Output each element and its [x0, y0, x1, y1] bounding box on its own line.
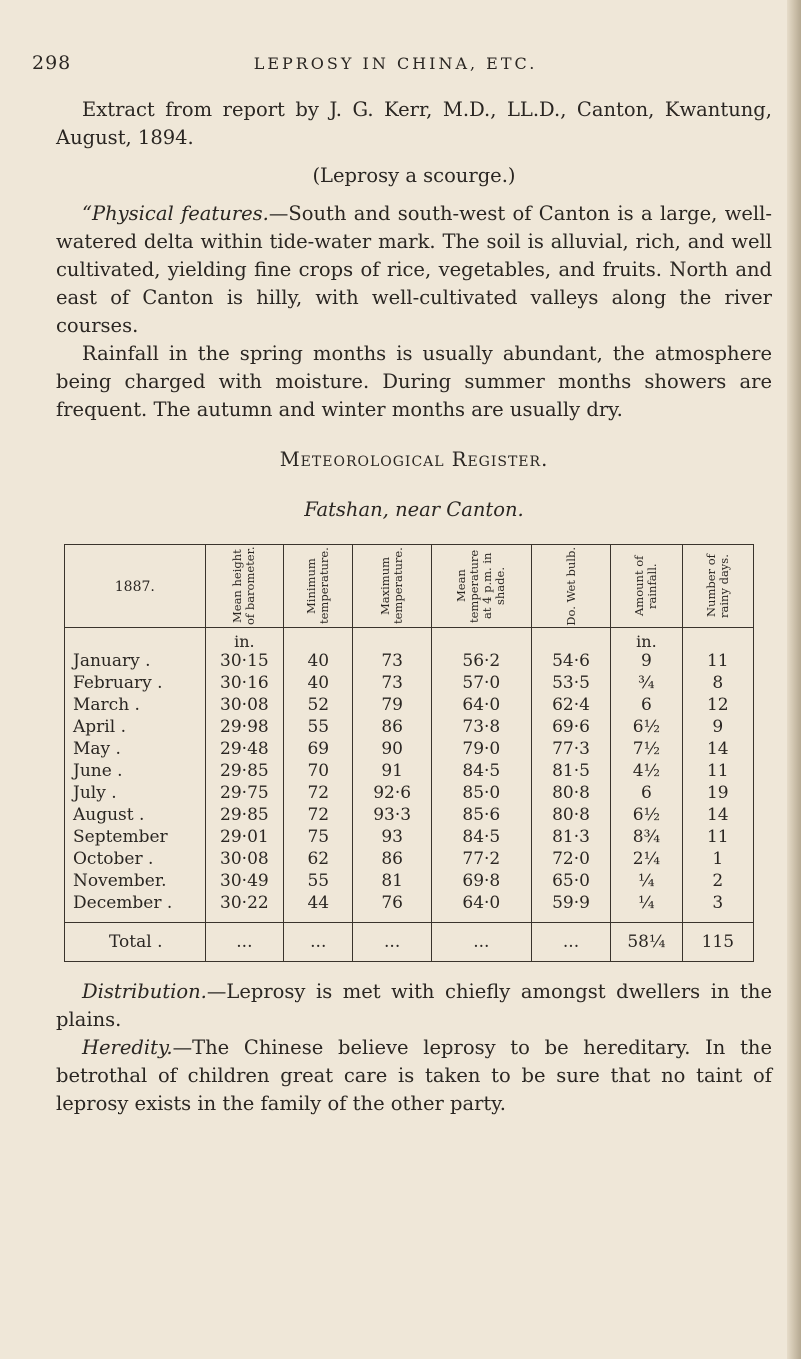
rainy-days-cell: 1	[682, 848, 753, 870]
barometer-cell: 29·98	[205, 716, 283, 738]
rainfall-cell: 6	[611, 694, 682, 716]
mean-temp-cell: 64·0	[431, 892, 531, 923]
max-temp-cell: 76	[353, 892, 431, 923]
month-cell: October .	[65, 848, 206, 870]
wet-bulb-cell: 81·5	[531, 760, 611, 782]
min-temp-cell: 62	[284, 848, 353, 870]
table-row	[65, 672, 754, 694]
meteorological-table	[64, 544, 754, 962]
mean-temp-cell: 77·2	[431, 848, 531, 870]
month-cell: August .	[65, 804, 206, 826]
barometer-cell: 30·08	[205, 848, 283, 870]
register-title: Meteorological Register.	[279, 448, 549, 471]
barometer-cell: 30·16	[205, 672, 283, 694]
wet-bulb-cell: 80·8	[531, 804, 611, 826]
barometer-cell: 30·49	[205, 870, 283, 892]
barometer-cell: 30·08	[205, 694, 283, 716]
heredity-heading: Heredity.	[82, 1036, 173, 1059]
wet-bulb-cell: 80·8	[531, 782, 611, 804]
rainy-days-cell: 11	[682, 760, 753, 782]
header-min-temp: Minimum temperature.	[284, 545, 353, 628]
rainy-days-cell: 3	[682, 892, 753, 923]
month-cell: July .	[65, 782, 206, 804]
wet-bulb-cell: 72·0	[531, 848, 611, 870]
mean-temp-cell: 84·5	[431, 826, 531, 848]
month-cell: December .	[65, 892, 206, 923]
month-cell: April .	[65, 716, 206, 738]
max-temp-cell: 86	[353, 848, 431, 870]
min-temp-cell: 40	[284, 672, 353, 694]
year-header: 1887.	[65, 545, 206, 628]
min-temp-cell: 55	[284, 870, 353, 892]
barometer-cell: 29·48	[205, 738, 283, 760]
physical-features-text: —South and south-west of Canton is a large, well-watered delta within tide-water mark. The soil is alluvial, rich, and well cultivated, yielding fine crops of rice, vegetables, and fruits. North and east of Canton is hilly, with well-cultivated valleys along the river courses.	[56, 202, 772, 337]
rainy-days-cell: 19	[682, 782, 753, 804]
mean-temp-cell: 73·8	[431, 716, 531, 738]
table-row	[65, 650, 754, 672]
max-temp-cell: 93·3	[353, 804, 431, 826]
total-wet-cell: ...	[531, 923, 611, 962]
max-temp-cell: 93	[353, 826, 431, 848]
running-title: LEPROSY IN CHINA, ETC.	[253, 54, 538, 73]
total-min-cell: ...	[284, 923, 353, 962]
total-mean-cell: ...	[431, 923, 531, 962]
rainfall-cell: ¾	[611, 672, 682, 694]
table-row	[65, 760, 754, 782]
wet-bulb-cell: 65·0	[531, 870, 611, 892]
header-barometer: Mean height of barometer.	[205, 545, 283, 628]
table-row	[65, 826, 754, 848]
max-temp-cell: 73	[353, 672, 431, 694]
table-row	[65, 848, 754, 870]
wet-bulb-cell: 53·5	[531, 672, 611, 694]
wet-bulb-cell: 54·6	[531, 650, 611, 672]
min-temp-cell: 52	[284, 694, 353, 716]
month-cell: June .	[65, 760, 206, 782]
rainfall-cell: 2¼	[611, 848, 682, 870]
month-cell: September	[73, 827, 168, 847]
table-row	[65, 782, 754, 804]
rainy-days-cell: 11	[682, 826, 753, 848]
rainfall-cell: 6	[611, 782, 682, 804]
min-temp-cell: 70	[284, 760, 353, 782]
page-edge	[787, 0, 801, 1359]
intro-paragraph: Extract from report by J. G. Kerr, M.D., LL.D., Canton, Kwantung, August, 1894.	[56, 98, 772, 149]
header-max-temp: Maximum temperature.	[353, 545, 431, 628]
header-mean-temp: Mean temperature at 4 p.m. in shade.	[431, 545, 531, 628]
wet-bulb-cell: 77·3	[531, 738, 611, 760]
table-header-row	[65, 545, 754, 628]
min-temp-cell: 69	[284, 738, 353, 760]
rainfall-paragraph: Rainfall in the spring months is usually abundant, the atmosphere being charged with moisture. During summer months showers are frequent. The autumn and winter months are usually dry.	[56, 342, 772, 421]
header-rainfall: Amount of rainfall.	[611, 545, 682, 628]
month-cell: November.	[73, 871, 167, 891]
header-rainy-days: Number of rainy days.	[682, 545, 753, 628]
table-row	[65, 738, 754, 760]
barometer-cell: 29·75	[205, 782, 283, 804]
max-temp-cell: 90	[353, 738, 431, 760]
min-temp-cell: 55	[284, 716, 353, 738]
unit-barometer: in.	[205, 628, 283, 651]
rainy-days-cell: 2	[682, 870, 753, 892]
min-temp-cell: 40	[284, 650, 353, 672]
physical-features-heading: “Physical features.	[82, 202, 269, 225]
register-location	[56, 496, 772, 524]
rainy-days-cell: 11	[682, 650, 753, 672]
barometer-cell: 30·15	[205, 650, 283, 672]
total-rainy-days-cell: 115	[682, 923, 753, 962]
month-cell: January .	[65, 650, 206, 672]
page-number: 298	[32, 52, 72, 74]
max-temp-cell: 92·6	[353, 782, 431, 804]
wet-bulb-cell: 69·6	[531, 716, 611, 738]
rainfall-cell: ¼	[611, 892, 682, 923]
page-header	[30, 52, 761, 82]
month-cell: May .	[65, 738, 206, 760]
mean-temp-cell: 69·8	[431, 870, 531, 892]
total-max-cell: ...	[353, 923, 431, 962]
intro-subtitle: (Leprosy a scourge.)	[312, 164, 516, 187]
max-temp-cell: 91	[353, 760, 431, 782]
rainfall-cell: 6½	[611, 804, 682, 826]
table-row	[65, 892, 754, 923]
rainy-days-cell: 8	[682, 672, 753, 694]
wet-bulb-cell: 62·4	[531, 694, 611, 716]
register-location-text: Fatshan, near Canton.	[304, 498, 524, 521]
table-row	[65, 870, 754, 892]
rainy-days-cell: 14	[682, 804, 753, 826]
wet-bulb-cell: 81·3	[531, 826, 611, 848]
mean-temp-cell: 64·0	[431, 694, 531, 716]
rainfall-cell: 9	[611, 650, 682, 672]
physical-features-paragraph	[56, 200, 772, 340]
header-wet-bulb: Do. Wet bulb.	[531, 545, 611, 628]
unit-row	[65, 628, 754, 651]
rainfall-cell: 7½	[611, 738, 682, 760]
max-temp-cell: 86	[353, 716, 431, 738]
min-temp-cell: 44	[284, 892, 353, 923]
table-row	[65, 716, 754, 738]
table-row	[65, 804, 754, 826]
rainfall-cell: 8¾	[611, 826, 682, 848]
mean-temp-cell: 85·6	[431, 804, 531, 826]
mean-temp-cell: 84·5	[431, 760, 531, 782]
distribution-paragraph	[56, 978, 772, 1034]
month-cell: February .	[65, 672, 206, 694]
barometer-cell: 30·22	[205, 892, 283, 923]
distribution-text: —Leprosy is met with chiefly amongst dwellers in the plains.	[56, 980, 772, 1031]
mean-temp-cell: 57·0	[431, 672, 531, 694]
distribution-heading: Distribution.	[82, 980, 207, 1003]
page-content	[56, 96, 772, 1118]
rainy-days-cell: 9	[682, 716, 753, 738]
max-temp-cell: 81	[353, 870, 431, 892]
total-barometer-cell: ...	[205, 923, 283, 962]
heredity-paragraph	[56, 1034, 772, 1118]
mean-temp-cell: 85·0	[431, 782, 531, 804]
total-row	[65, 923, 754, 962]
min-temp-cell: 72	[284, 782, 353, 804]
mean-temp-cell: 79·0	[431, 738, 531, 760]
max-temp-cell: 73	[353, 650, 431, 672]
unit-rainfall: in.	[611, 628, 682, 651]
barometer-cell: 29·01	[205, 826, 283, 848]
table-row	[65, 694, 754, 716]
total-rainfall-cell: 58¼	[611, 923, 682, 962]
rainfall-cell: 6½	[611, 716, 682, 738]
max-temp-cell: 79	[353, 694, 431, 716]
rainfall-cell: ¼	[611, 870, 682, 892]
barometer-cell: 29·85	[205, 804, 283, 826]
mean-temp-cell: 56·2	[431, 650, 531, 672]
min-temp-cell: 72	[284, 804, 353, 826]
heredity-text: —The Chinese believe leprosy to be hereditary. In the betrothal of children great care is taken to be sure that no taint of leprosy exists in the family of the other party.	[56, 1036, 772, 1115]
min-temp-cell: 75	[284, 826, 353, 848]
barometer-cell: 29·85	[205, 760, 283, 782]
total-label-cell: Total .	[65, 923, 206, 962]
rainy-days-cell: 12	[682, 694, 753, 716]
rainfall-cell: 4½	[611, 760, 682, 782]
rainy-days-cell: 14	[682, 738, 753, 760]
wet-bulb-cell: 59·9	[531, 892, 611, 923]
month-cell: March .	[65, 694, 206, 716]
meteorological-table-wrap	[64, 544, 754, 962]
